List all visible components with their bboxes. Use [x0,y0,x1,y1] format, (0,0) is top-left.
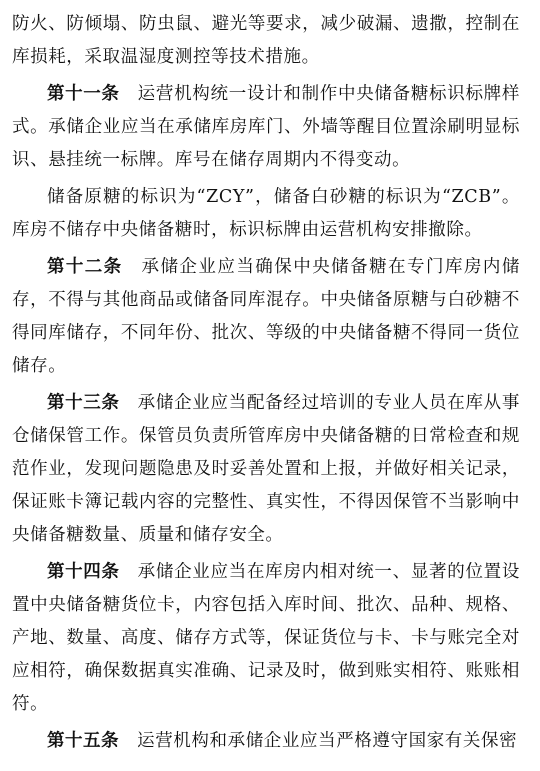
paragraph-text: 承储企业应当确保中央储备糖在专门库房内储存，不得与其他商品或储备同库混存。中央储备原糖与白砂糖不得同库储存，不同年份、批次、等级的中央储备糖不得同一货位储存。 [12,257,521,376]
article-heading: 第十四条 [47,562,120,582]
article-14 [12,556,520,721]
paragraph-text: 运营机构和承储企业应当严格遵守国家有关保密 [137,731,518,751]
article-heading: 第十五条 [47,731,119,751]
paragraph-text: 承储企业应当在库房内相对统一、显著的位置设置中央储备糖货位卡，内容包括入库时间、批次、品种、规格、产地、数量、高度、储存方式等，保证货位与卡、卡与账完全对应相符，确保数据真实准确、记录及时，做到账实相符、账账相符。 [12,562,520,714]
article-15 [12,725,520,758]
article-11 [12,78,520,177]
article-heading: 第十三条 [47,393,120,413]
article-13 [12,387,520,552]
paragraph-text: 储备原糖的标识为“ZCY”，储备白砂糖的标识为“ZCB”。库房不储存中央储备糖时，标识标牌由运营机构安排撤除。 [12,187,520,240]
paragraph-text: 承储企业应当配备经过培训的专业人员在库从事仓储保管工作。保管员负责所管库房中央储备糖的日常检查和规范作业，发现问题隐患及时妥善处置和上报，并做好相关记录，保证账卡簿记载内容的完整性、真实性，不得因保管不当影响中央储备糖数量、质量和储存安全。 [12,393,520,545]
paragraph-continuation [12,8,520,74]
paragraph-text: 运营机构统一设计和制作中央储备糖标识标牌样式。承储企业应当在承储库房库门、外墙等醒目位置涂刷明显标识、悬挂统一标牌。库号在储存周期内不得变动。 [12,84,520,170]
article-heading: 第十二条 [47,257,123,277]
paragraph-text: 防火、防倾塌、防虫鼠、避光等要求，减少破漏、遗撒，控制在库损耗，采取温湿度测控等技术措施。 [12,14,520,67]
article-12 [12,251,520,383]
article-heading: 第十一条 [47,84,120,104]
paragraph-sugar-labels [12,181,520,247]
